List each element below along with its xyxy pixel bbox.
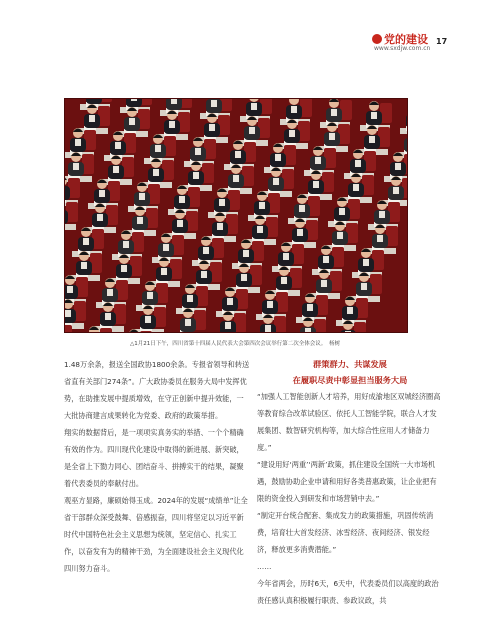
right-column <box>257 356 443 609</box>
logo-text: 党的建设 <box>384 33 428 46</box>
right-ellipsis: …… <box>257 562 272 571</box>
photo-illustration <box>64 98 408 333</box>
left-paragraph-1: 1.48万余条，报送全国政协1800余条。专报省领导和转送省直有关部门274条”。广大政协委员在服务大局中发挥优势，在助推发展中提质增效，在守正创新中提升效能，一大批协商建言成果转化为党委、政府的政策举措。 <box>64 360 250 420</box>
right-paragraph-4: 今年省两会，历时6天，6天中，代表委员们以高度的政治责任感认真积极履行职责、参政议政，共 <box>257 579 439 605</box>
page-number: 17 <box>436 37 448 46</box>
left-column <box>64 356 250 577</box>
left-paragraph-2: 翔实的数据背后，是一项项实真务实的举措、一个个精确有效的作为。四川现代化建设中取得的新进展、新突破，是全省上下勠力同心、团结奋斗、拼搏实干的结果，凝聚着代表委员的奉献付出。 <box>64 428 244 488</box>
photo-caption: △1月21日下午，四川省第十四届人民代表大会第四次会议举行第二次全体会议。 杨树 <box>130 341 340 347</box>
section-heading-2: 在履职尽责中彰显担当服务大局 <box>292 375 408 385</box>
page-header <box>0 0 484 70</box>
right-paragraph-2: “建设用好‘两重’‘两新’政策，抓住建设全国统一大市场机遇，鼓励协助企业申请和用好各类普惠政策，让企业把有限的资金投入到研发和市场营销中去。” <box>257 460 437 503</box>
session-photo <box>64 98 408 333</box>
left-paragraph-3: 观巫方显路，廉硕始得玉成。2024年的发展“成绩单”让全省干部群众深受鼓舞、倍感振奋，四川将坚定以习近平新时代中国特色社会主义思想为统领，坚定信心、扎实工作，以奋发有为的精神干劲，为全面建设社会主义现代化四川努力奋斗。 <box>64 496 248 573</box>
right-paragraph-3: “制定开台统合配套、集成发力的政策措施，巩固传统消费，培育壮大首发经济、冰雪经济、夜间经济、银发经济，释放更多消费潜能。” <box>257 511 434 554</box>
section-heading-1: 群策群力、共谋发展 <box>313 359 387 369</box>
site-url: www.sxdjw.com.cn <box>374 45 431 52</box>
party-emblem-icon <box>372 34 382 44</box>
right-paragraph-1: “加强人工智能创新人才培养，用好成渝地区双城经济圈高等教育综合改革试验区、依托人工智能学院，联合人才发展集团、数智研究机构等，加大综合性应用人才储备力度。” <box>257 392 441 452</box>
